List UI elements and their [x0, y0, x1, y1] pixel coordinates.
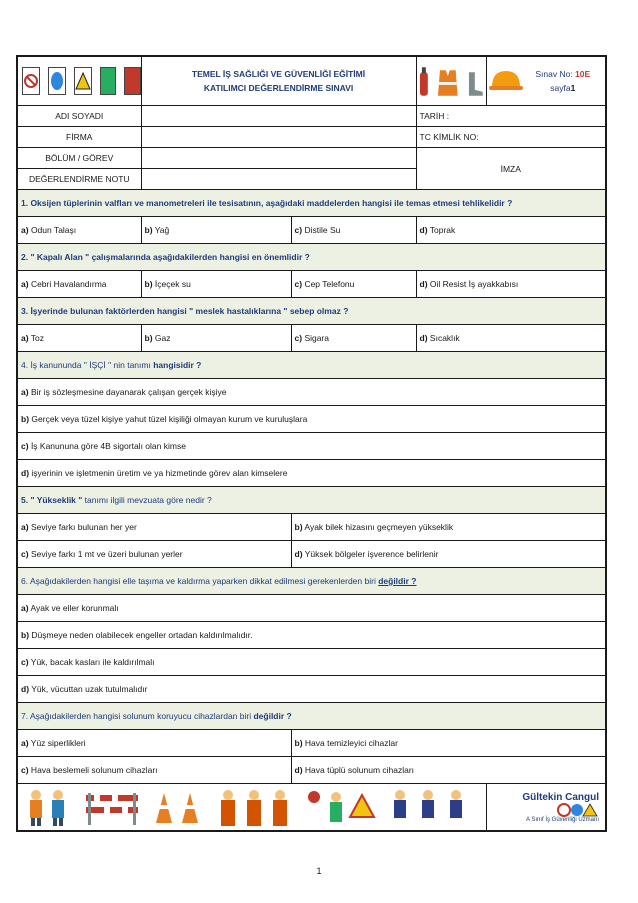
question-text: 5. " Yükseklik " tanımı ilgili mevzuata göre nedir ? — [17, 487, 606, 514]
exam-title-line2: KATILIMCI DEĞERLENDİRME SINAVI — [203, 83, 354, 93]
footer-illustrations — [17, 784, 486, 832]
option-b[interactable]: b) Hava temizleyici cihazlar — [291, 730, 606, 757]
grade-label: DEĞERLENDİRME NOTU — [17, 169, 141, 190]
option-c[interactable]: c) Cep Telefonu — [291, 271, 416, 298]
answers-4a — [17, 379, 606, 406]
exam-table — [16, 55, 607, 832]
exam-title-line1: TEMEL İŞ SAĞLIĞI VE GÜVENLİĞİ EĞİTİMİ — [191, 69, 366, 79]
option-d[interactable]: d) Yüksek bölgeler işverence belirlenir — [291, 541, 606, 568]
signature-field[interactable] — [416, 148, 606, 190]
option-c[interactable]: c) Sigara — [291, 325, 416, 352]
option-a[interactable]: a) Bir iş sözleşmesine dayanarak çalışan gerçek kişiye — [17, 379, 606, 406]
company-field[interactable] — [141, 127, 416, 148]
prohibition-sign-icon — [22, 67, 40, 95]
option-d[interactable]: d) Sıcaklık — [416, 325, 606, 352]
exam-info-cell — [486, 56, 606, 106]
brand-logo-icon — [557, 803, 599, 817]
answers-6d — [17, 676, 606, 703]
option-a[interactable]: a) Toz — [17, 325, 141, 352]
option-b[interactable]: b) Gerçek veya tüzel kişiye yahut tüzel kişiliği olmayan kurum ve kuruluşlara — [17, 406, 606, 433]
fire-extinguisher-icon — [417, 64, 431, 98]
fire-sign-icon — [124, 67, 140, 95]
option-b[interactable]: b) Ayak bilek hizasını geçmeyen yükseklik — [291, 514, 606, 541]
option-d[interactable]: d) Yük, vücuttan uzak tutulmalıdır — [17, 676, 606, 703]
exam-sheet — [16, 55, 605, 832]
brand-cell — [486, 784, 606, 832]
brand-subtitle: A Sınıf İş Güvenliği Uzmanı — [525, 816, 600, 823]
option-a[interactable]: a) Ayak ve eller korunmalı — [17, 595, 606, 622]
option-c[interactable]: c) İş Kanununa göre 4B sigortalı olan kimse — [17, 433, 606, 460]
dept-label: BÖLÜM / GÖREV — [17, 148, 141, 169]
sheet-page — [524, 81, 603, 95]
mandatory-sign-icon — [48, 67, 66, 95]
option-a[interactable]: a) Seviye farkı bulunan her yer — [17, 514, 291, 541]
company-row — [17, 127, 606, 148]
sheet-page-label: sayfa — [550, 83, 571, 93]
option-b[interactable]: b) Düşmeye neden olabilecek engeller ortadan kaldırılmalıdır. — [17, 622, 606, 649]
safety-vest-icon — [436, 66, 460, 98]
option-a[interactable]: a) Yüz siperlikleri — [17, 730, 291, 757]
question-text: 1. Oksijen tüplerinin valfları ve manometreleri ile tesisatının, aşağıdaki maddelerden hangisi ile temas etmesi tehlikelidir ? — [17, 190, 606, 217]
exam-number-value: 10E — [575, 69, 591, 79]
hard-hat-icon — [488, 67, 524, 95]
question-2 — [17, 244, 606, 271]
answers-6a — [17, 595, 606, 622]
question-text: 6. Aşağıdakilerden hangisi elle taşıma ve kaldırma yaparken dikkat edilmesi gerekenlerden biri değildir ? — [17, 568, 606, 595]
name-row — [17, 106, 606, 127]
question-text: 7. Aşağıdakilerden hangisi solunum koruyucu cihazlardan biri değildir ? — [17, 703, 606, 730]
option-c[interactable]: c) Seviye farkı 1 mt ve üzeri bulunan yerler — [17, 541, 291, 568]
question-7 — [17, 703, 606, 730]
option-d[interactable]: d) Oil Resist İş ayakkabısı — [416, 271, 606, 298]
option-b[interactable]: b) Gaz — [141, 325, 291, 352]
name-label: ADI SOYADI — [17, 106, 141, 127]
option-b[interactable]: b) İçeçek su — [141, 271, 291, 298]
date-field[interactable] — [416, 106, 606, 127]
brand-name: Gültekin Cangul — [522, 791, 600, 803]
answers-7ab — [17, 730, 606, 757]
question-text: 4. İş kanununda " İŞÇİ " nin tanımı hangisidir ? — [17, 352, 606, 379]
company-label: FİRMA — [17, 127, 141, 148]
option-d[interactable]: d) Toprak — [416, 217, 606, 244]
answers-5ab — [17, 514, 606, 541]
footer-row — [17, 784, 606, 832]
sheet-page-value: 1 — [570, 83, 576, 93]
tc-label: TC KİMLİK NO: — [419, 132, 479, 142]
question-6 — [17, 568, 606, 595]
answers-4c — [17, 433, 606, 460]
exam-number — [524, 67, 603, 81]
option-c[interactable]: c) Yük, bacak kasları ile kaldırılmalı — [17, 649, 606, 676]
date-label: TARİH : — [419, 111, 450, 121]
exam-number-label: Sınav No: — [535, 69, 573, 79]
option-d[interactable]: d) Hava tüplü solunum cihazları — [291, 757, 606, 784]
page-number: 1 — [316, 866, 322, 876]
grade-field[interactable] — [141, 169, 416, 190]
option-a[interactable]: a) Odun Talaşı — [17, 217, 141, 244]
safety-boots-icon — [466, 68, 486, 98]
answers-1 — [17, 217, 606, 244]
tc-field[interactable] — [416, 127, 606, 148]
answers-5cd — [17, 541, 606, 568]
option-d[interactable]: d) işyerinin ve işletmenin üretim ve ya hizmetinde görev alan kimselere — [17, 460, 606, 487]
traffic-cones-icon — [150, 787, 206, 827]
signature-label: İMZA — [500, 163, 521, 174]
workers-icon — [24, 787, 74, 827]
warning-worker-icon — [302, 787, 378, 827]
answers-2 — [17, 271, 606, 298]
dept-row — [17, 148, 606, 169]
question-text: 3. İşyerinde bulunan faktörlerden hangisi " meslek hastalıklarına " sebep olmaz ? — [17, 298, 606, 325]
option-c[interactable]: c) Distile Su — [291, 217, 416, 244]
safe-condition-sign-icon — [100, 67, 116, 95]
safety-signs-cell — [17, 56, 141, 106]
question-1 — [17, 190, 606, 217]
exam-title — [141, 56, 416, 106]
question-4 — [17, 352, 606, 379]
answers-4d — [17, 460, 606, 487]
option-b[interactable]: b) Yağ — [141, 217, 291, 244]
answers-7cd — [17, 757, 606, 784]
ppe-cell — [416, 56, 486, 106]
header-row — [17, 56, 606, 106]
barrier-icon — [82, 787, 142, 827]
question-3 — [17, 298, 606, 325]
question-text: 2. " Kapalı Alan " çalışmalarında aşağıdakilerden hangisi en önemlidir ? — [17, 244, 606, 271]
team-icon — [214, 787, 294, 827]
option-c[interactable]: c) Hava beslemeli solunum cihazları — [17, 757, 291, 784]
workers-tools-icon — [386, 787, 472, 827]
answers-4b — [17, 406, 606, 433]
dept-field[interactable] — [141, 148, 416, 169]
answers-6c — [17, 649, 606, 676]
answers-3 — [17, 325, 606, 352]
answers-6b — [17, 622, 606, 649]
question-5 — [17, 487, 606, 514]
warning-sign-icon — [74, 67, 92, 95]
name-field[interactable] — [141, 106, 416, 127]
option-a[interactable]: a) Cebri Havalandırma — [17, 271, 141, 298]
